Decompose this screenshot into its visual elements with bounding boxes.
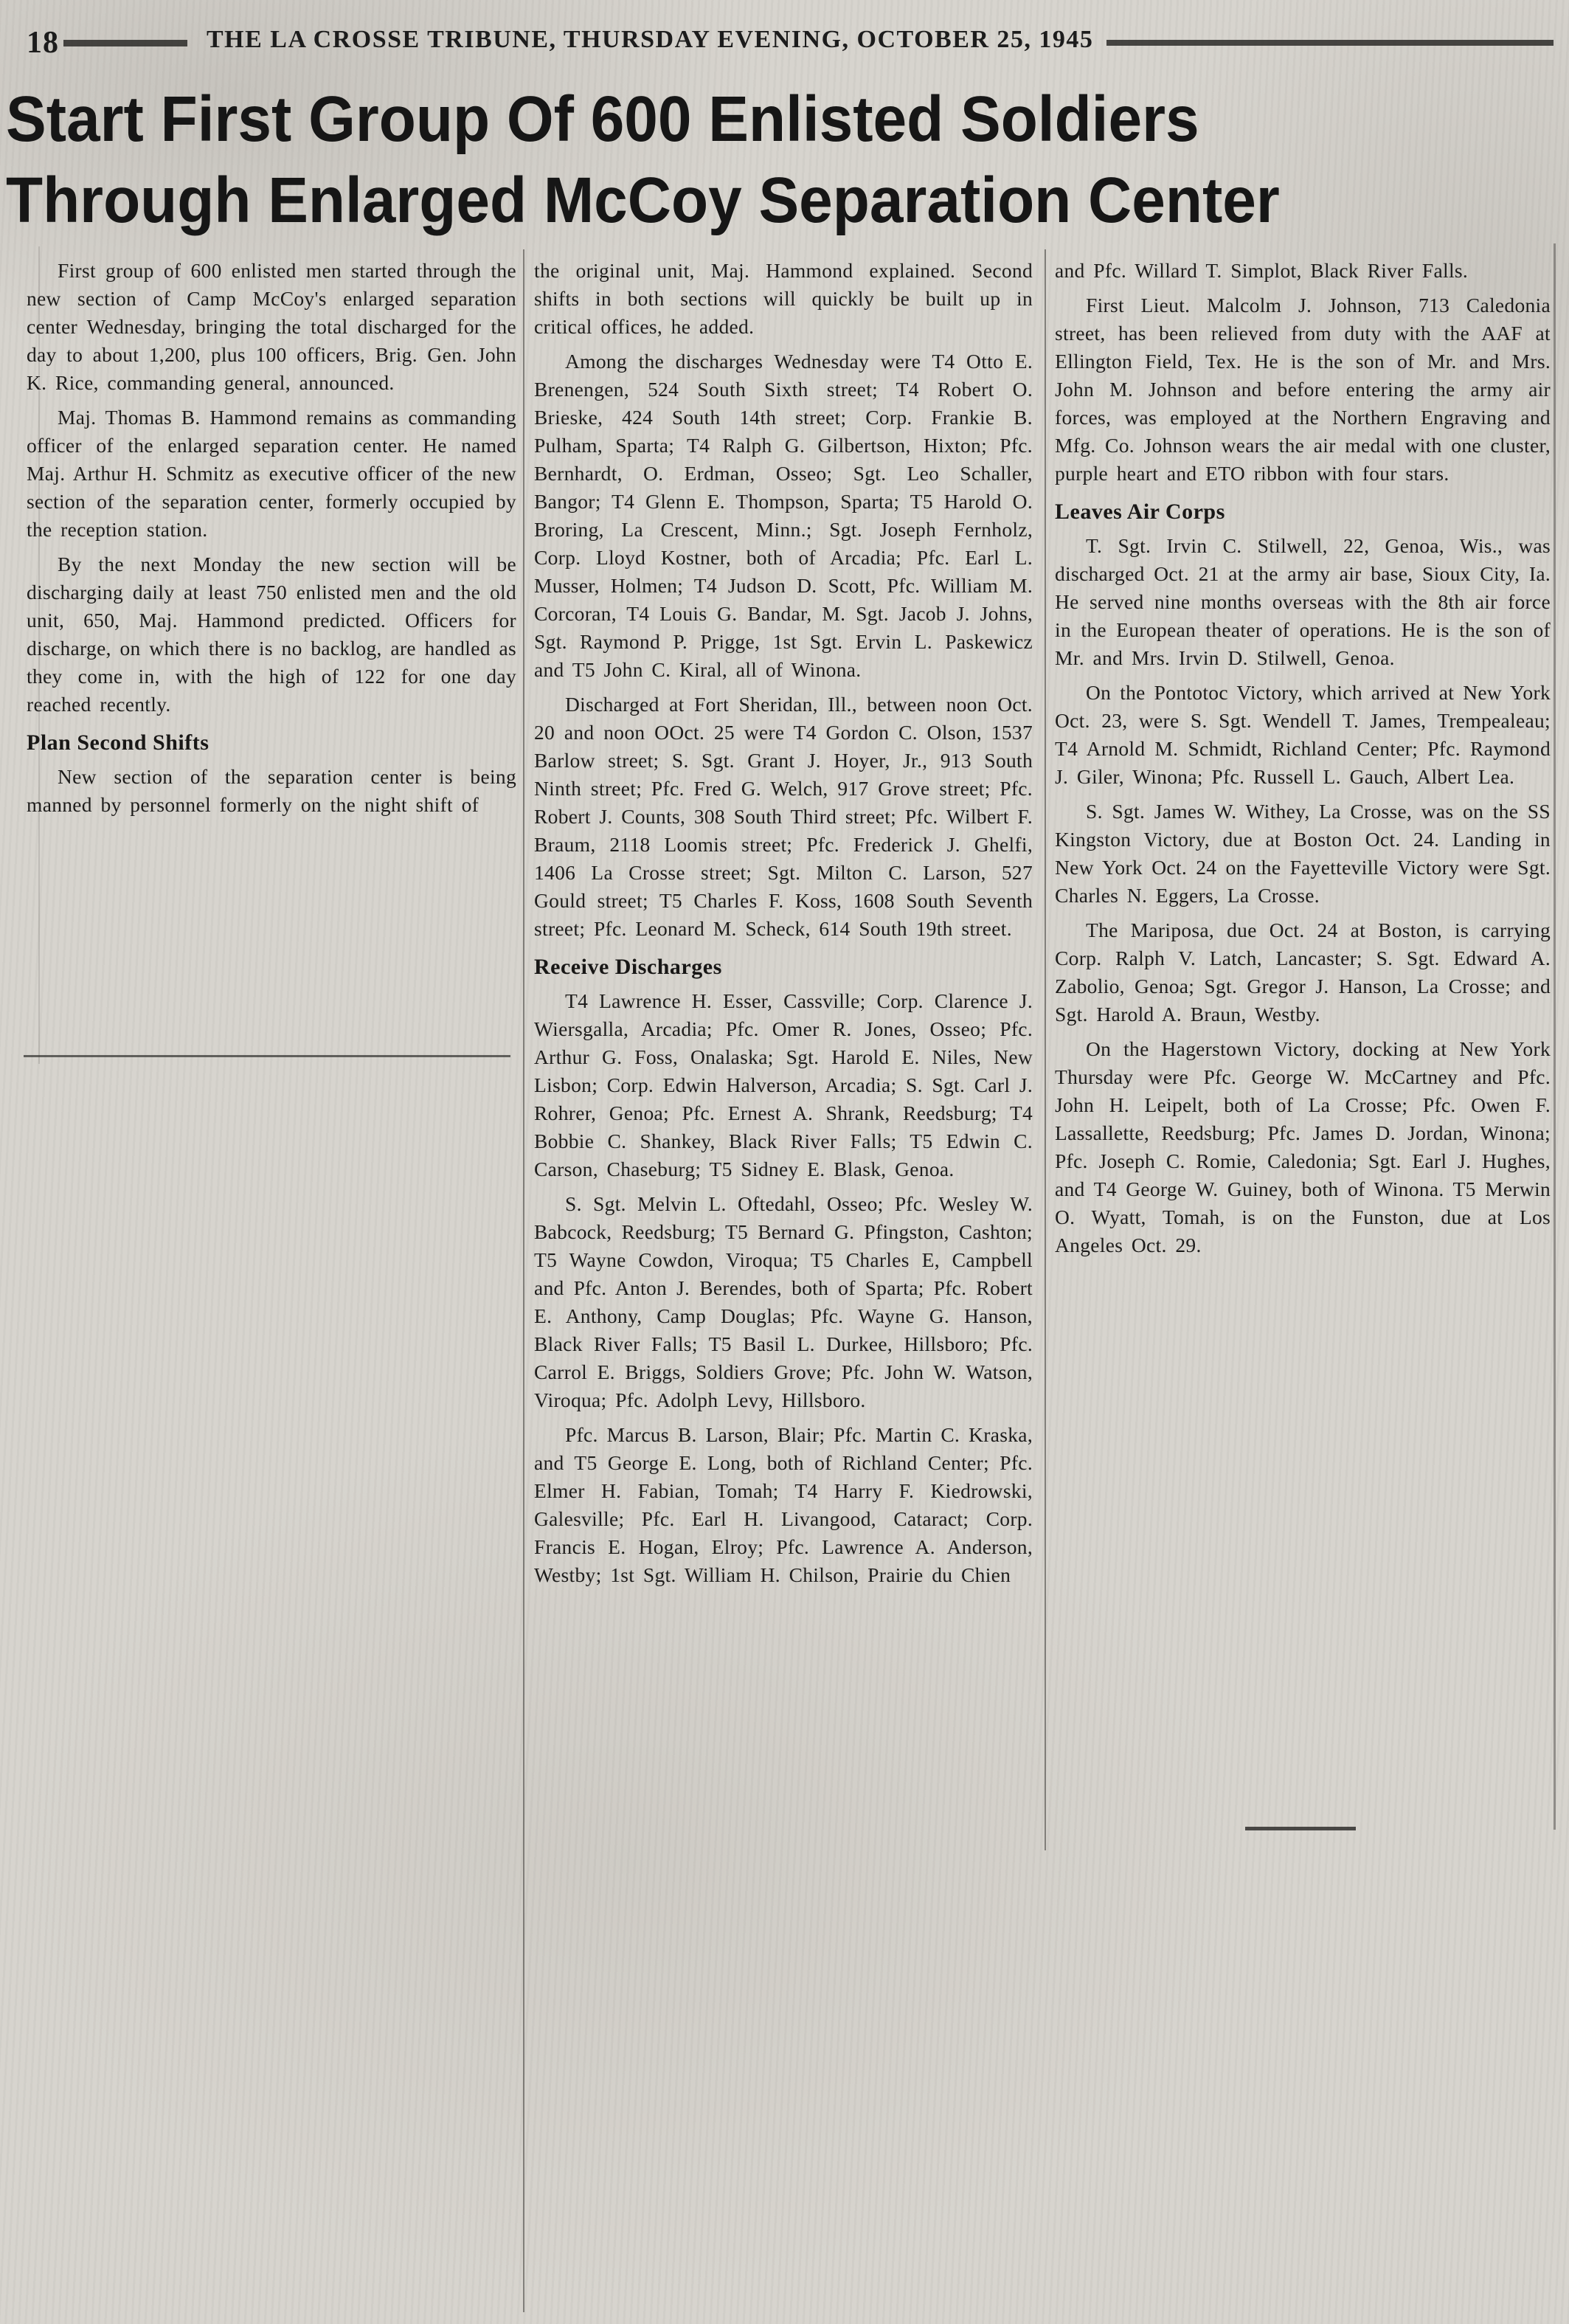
article-paragraph: New section of the separation center is being manned by personnel formerly on the night shift of xyxy=(27,765,516,816)
masthead-rule-left xyxy=(63,40,187,46)
column-left xyxy=(27,257,516,826)
article-paragraph: On the Pontotoc Victory, which arrived at New York Oct. 23, were S. Sgt. Wendell T. James, Trempealeau; T4 Arnold M. Schmidt, Richland Center; Pfc. Raymond J. Giler, Winona; Pfc. Russell L. Gauch, Albert Lea. xyxy=(1055,681,1551,788)
masthead-title: THE LA CROSSE TRIBUNE, THURSDAY EVENING, OCTOBER 25, 1945 xyxy=(207,26,1094,53)
scan-fold-artifact xyxy=(38,246,40,1064)
article-paragraph: S. Sgt. James W. Withey, La Crosse, was on the SS Kingston Victory, due at Boston Oct. 24. Landing in New York Oct. 24 on the Fayetteville Victory were Sgt. Charles N. Eggers, La Crosse. xyxy=(1055,800,1551,907)
page-edge-rule xyxy=(1554,243,1556,1830)
article-paragraph: T4 Lawrence H. Esser, Cassville; Corp. Clarence J. Wiersgalla, Arcadia; Pfc. Omer R. Jones, Osseo; Pfc. Arthur G. Foss, Onalaska; Sgt. Harold E. Niles, New Lisbon; Corp. Edwin Halverson, Arcadia; S. Sgt. Carl J. Rohrer, Genoa; Pfc. Ernest A. Shrank, Reedsburg; T4 Bobbie C. Shankey, Black River Falls; T5 Edwin C. Carson, Chaseburg; T5 Sidney E. Blask, Genoa. xyxy=(534,989,1033,1180)
column-right xyxy=(1055,257,1551,1266)
article-end-rule xyxy=(1245,1827,1356,1830)
article-paragraph: By the next Monday the new section will be discharging daily at least 750 enlisted men and the old unit, 650, Maj. Hammond predicted. Officers for discharge, on which there is no backlog, are handled as they come in, with the high of 122 for one day reached recently. xyxy=(27,553,516,716)
column-divider-1 xyxy=(523,249,524,2312)
article-paragraph: S. Sgt. Melvin L. Oftedahl, Osseo; Pfc. Wesley W. Babcock, Reedsburg; T5 Bernard G. Pfingston, Cashton; T5 Wayne Cowdon, Viroqua; T5 Charles E, Campbell and Pfc. Anton J. Berendes, both of Sparta; Pfc. Robert E. Anthony, Camp Douglas; Pfc. Wayne G. Hanson, Black River Falls; T5 Basil L. Durkee, Hillsboro; Pfc. Carrol E. Briggs, Soldiers Grove; Pfc. John W. Watson, Viroqua; Pfc. Adolph Levy, Hillsboro. xyxy=(534,1192,1033,1411)
article-paragraph: T. Sgt. Irvin C. Stilwell, 22, Genoa, Wis., was discharged Oct. 21 at the army air base, Sioux City, Ia. He served nine months overseas with the 8th air force in the European theater of operations. He is the son of Mr. and Mrs. Irvin D. Stilwell, Genoa. xyxy=(1055,534,1551,669)
article-paragraph: Pfc. Marcus B. Larson, Blair; Pfc. Martin C. Kraska, and T5 George E. Long, both of Richland Center; Pfc. Elmer H. Fabian, Tomah; T4 Harry F. Kiedrowski, Galesville; Pfc. Earl H. Livangood, Cataract; Corp. Francis E. Hogan, Elroy; Pfc. Lawrence A. Anderson, Westby; 1st Sgt. William H. Chilson, Prairie du Chien xyxy=(534,1423,1033,1586)
article-paragraph: Maj. Thomas B. Hammond remains as commanding officer of the enlarged separation center. He named Maj. Arthur H. Schmitz as executive officer of the new section of the separation center, formerly occupied by the reception station. xyxy=(27,406,516,541)
headline-line-1: Start First Group Of 600 Enlisted Soldiers xyxy=(6,83,1199,155)
masthead-rule-right xyxy=(1106,40,1554,46)
column-divider-2 xyxy=(1045,249,1046,1850)
article-paragraph: First group of 600 enlisted men started through the new section of Camp McCoy's enlarged separation center Wednesday, bringing the total discharged for the day to about 1,200, plus 100 officers, Brig. Gen. John K. Rice, commanding general, announced. xyxy=(27,259,516,394)
article-headline xyxy=(6,77,1562,239)
column-center xyxy=(534,257,1033,1596)
section-subhead: Receive Discharges xyxy=(534,955,722,979)
article-paragraph: The Mariposa, due Oct. 24 at Boston, is carrying Corp. Ralph V. Latch, Lancaster; S. Sgt. Edward A. Zabolio, Genoa; Sgt. Gregor J. Hanson, La Crosse; and Sgt. Harold A. Braun, Westby. xyxy=(1055,919,1551,1026)
article-paragraph: First Lieut. Malcolm J. Johnson, 713 Caledonia street, has been relieved from duty with the AAF at Ellington Field, Tex. He is the son of Mr. and Mrs. John M. Johnson and before entering the army air forces, was employed at the Northern Engraving and Mfg. Co. Johnson wears the air medal with one cluster, purple heart and ETO ribbon with four stars. xyxy=(1055,294,1551,485)
page-number: 18 xyxy=(27,26,59,60)
section-subhead: Leaves Air Corps xyxy=(1055,499,1225,524)
article-paragraph: and Pfc. Willard T. Simplot, Black River Falls. xyxy=(1055,259,1469,282)
section-subhead: Plan Second Shifts xyxy=(27,730,209,755)
column-one-end-rule xyxy=(24,1055,510,1057)
masthead xyxy=(27,25,1554,60)
article-paragraph: Among the discharges Wednesday were T4 Otto E. Brenengen, 524 South Sixth street; T4 Robert O. Brieske, 424 South 14th street; Corp. Frankie B. Pulham, Sparta; T4 Ralph G. Gilbertson, Hixton; Pfc. Bernhardt, O. Erdman, Osseo; Sgt. Leo Schaller, Bangor; T4 Glenn E. Thompson, Sparta; T5 Harold O. Broring, La Crescent, Minn.; Sgt. Joseph Fernholz, Corp. Lloyd Kostner, both of Arcadia; Pfc. Earl L. Musser, Holmen; T4 Judson D. Scott, Pfc. William M. Corcoran, T4 Louis G. Bandar, M. Sgt. Jacob J. Johns, Sgt. Raymond P. Prigge, 1st Sgt. Ervin L. Paskewicz and T5 John C. Kiral, all of Winona. xyxy=(534,350,1033,681)
article-paragraph: Discharged at Fort Sheridan, Ill., between noon Oct. 20 and noon OOct. 25 were T4 Gordon C. Olson, 1537 Barlow street; S. Sgt. Grant J. Hoyer, Jr., 913 South Ninth street; Pfc. Fred G. Welch, 917 Grove street; Pfc. Robert J. Counts, 308 South Third street; Pfc. Wilbert F. Braum, 2118 Loomis street; Pfc. Frederick J. Ghelfi, 1406 La Crosse street; Sgt. Milton C. Larson, 527 Gould street; T5 Charles F. Koss, 1608 South Seventh street; Pfc. Leonard M. Scheck, 614 South 19th street. xyxy=(534,693,1033,940)
article-paragraph: the original unit, Maj. Hammond explained. Second shifts in both sections will quickly be built up in critical offices, he added. xyxy=(534,259,1033,338)
headline-line-2: Through Enlarged McCoy Separation Center xyxy=(6,165,1280,236)
article-paragraph: On the Hagerstown Victory, docking at New York Thursday were Pfc. George W. McCartney and Pfc. John H. Leipelt, both of La Crosse; Pfc. Owen F. Lassallette, Reedsburg; Pfc. James D. Jordan, Winona; Pfc. Joseph C. Romie, Caledonia; Sgt. Earl J. Hughes, and T4 George W. Guiney, both of Winona. T5 Merwin O. Wyatt, Tomah, is on the Funston, due at Los Angeles Oct. 29. xyxy=(1055,1037,1551,1256)
